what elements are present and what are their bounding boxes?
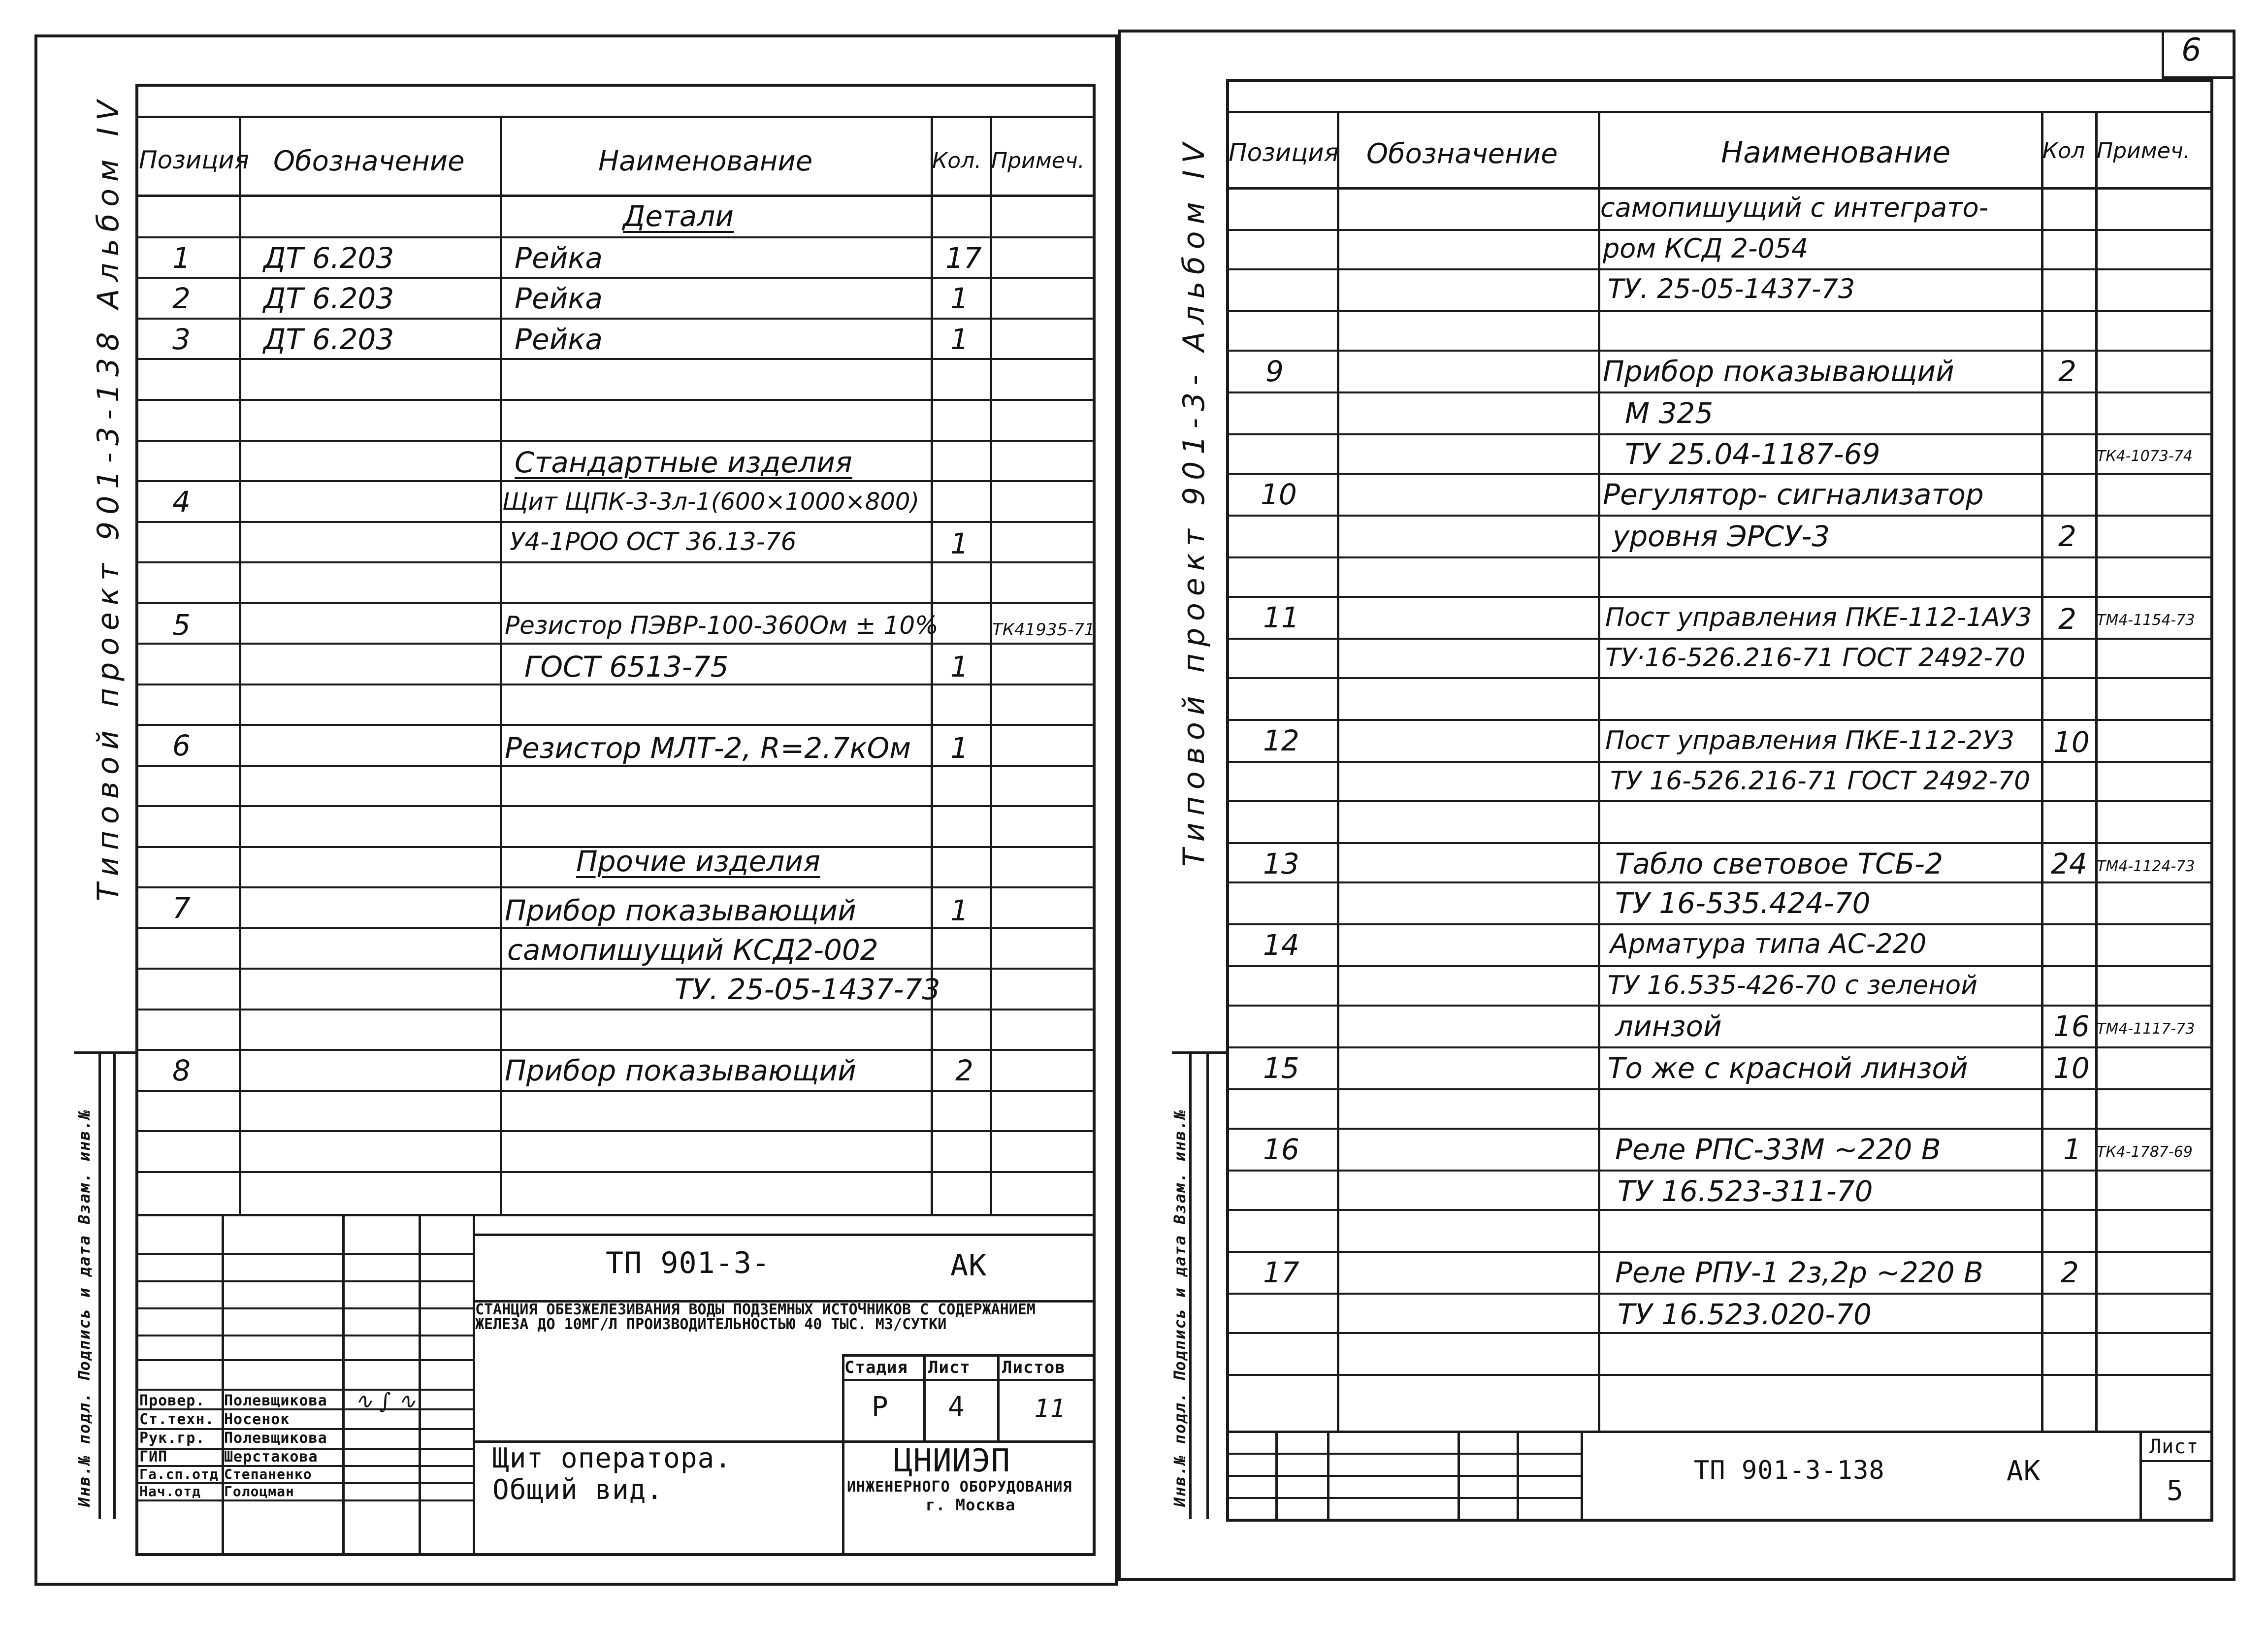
signature-marks: ∿ ∫ ∿ [355,1389,416,1414]
cell-qty: 1 [950,282,969,315]
cell-name: самопишущий КСД2-002 [507,933,878,967]
cell-4: Степаненко [224,1466,312,1482]
cell-name: ГОСТ 6513-75 [524,650,729,684]
project-description: СТАНЦИЯ ОБЕЗЖЕЛЕЗИВАНИЯ ВОДЫ ПОДЗЕМНЫХ ИСТОЧНИКОВ С СОДЕРЖАНИЕМ ЖЕЛЕЗА ДО 10МГ/Л ПРОИЗВОДИТЕЛЬНОСТЬЮ 40 ТЫС. М3/СУТКИ [475,1301,1036,1333]
cell-name: Регулятор- сигнализатор [1603,478,1984,511]
cell-note: ТМ4-1154-73 [2097,612,2195,629]
cell-name: Табло световое ТСБ-2 [1615,847,1944,880]
header-qty: Кол [2042,138,2085,163]
cell-code: ДТ 6.203 [263,241,394,275]
cell-0: Провер. [139,1392,205,1409]
cell-pos: 13 [1263,847,1299,880]
cell-name: уровня ЭРСУ-3 [1613,520,1830,553]
cell-qty: 16 [2053,1010,2090,1043]
header-note: Примеч. [991,148,1085,173]
cell-note: ТМ4-1124-73 [2097,858,2195,875]
cell-name: ТУ. 25-05-1437-73 [1608,273,1855,304]
cell-pos: 6 [172,729,191,762]
cell-stage_h: Стадия [844,1358,908,1377]
left-side-title: Типовой проект 901-3-138 Альбом IV [91,93,126,901]
section-details: Детали [623,199,734,233]
cell-pos: 14 [1263,928,1299,962]
cell-name: Пост управления ПКЕ-112-1АУ3 [1605,603,2032,632]
cell-qty: 10 [2053,725,2090,759]
cell-pos: 8 [172,1054,191,1087]
header-note: Примеч. [2097,138,2190,163]
cell-pos: 11 [1263,601,1299,634]
cell-4: Га.сп.отд [139,1466,219,1482]
cell-3: ГИП [139,1448,168,1466]
header-name: Наименование [1721,135,1951,170]
cell-pos: 10 [1261,478,1297,511]
cell-name: Резистор ПЭВР-100-360Ом ± 10% [505,611,939,640]
cell-name: Рейка [515,282,603,315]
header-code: Обозначение [273,145,465,177]
project-mark-right: АК [2007,1455,2041,1487]
sheet-number: 5 [2167,1475,2184,1507]
cell-pos: 7 [172,891,191,925]
cell-2: Рук.гр. [139,1430,205,1447]
cell-qty: 1 [950,323,969,356]
cell-qty: 10 [2053,1051,2090,1085]
organization: ЦНИИЭП [894,1443,1011,1479]
cell-name: Щит ЩПК-3-3л-1(600×1000×800) [502,488,920,516]
cell-name: М 325 [1625,396,1714,430]
cell-qty: 1 [950,650,969,684]
cell-qty: 1 [950,731,969,765]
header-code: Обозначение [1366,138,1558,170]
cell-3: Шерстакова [224,1448,318,1466]
right-side-title: Типовой проект 901-3- Альбом IV [1177,136,1211,867]
cell-name: ТУ 16.523.020-70 [1618,1298,1872,1331]
cell-org2: ИНЖЕНЕРНОГО ОБОРУДОВАНИЯ [847,1478,1072,1496]
cell-name: Рейка [515,323,603,356]
cell-name: Прибор показывающий [505,894,856,927]
cell-qty: 1 [2063,1133,2081,1166]
cell-pos: 5 [172,608,191,642]
cell-name: Рейка [515,241,603,275]
cell-name: Реле РПУ-1 2з,2р ~220 В [1615,1256,1983,1289]
project-mark: АК [950,1248,987,1283]
cell-name: ТУ 16.523-311-70 [1618,1174,1873,1208]
cell-name: Прибор показывающий [505,1054,856,1087]
cell-1: Носенок [224,1411,290,1428]
cell-5: Голоцман [224,1483,294,1499]
cell-name: самопишущий с интеграто- [1600,192,1989,223]
section-other: Прочие изделия [576,845,820,878]
cell-qty: 2 [2058,355,2076,388]
cell-pos: 3 [172,323,191,356]
header-position: Позиция [139,146,249,174]
cell-note: ТК4-1787-69 [2097,1143,2193,1161]
cell-1: Ст.техн. [139,1411,215,1428]
cell-0: Полевщикова [224,1392,327,1409]
cell-qty: 1 [950,527,969,560]
project-number: ТП 901-3- [606,1246,771,1280]
cell-qty: 2 [2058,520,2076,553]
cell-name: линзой [1615,1010,1722,1043]
cell-pos: 1 [172,241,191,275]
cell-5: Нач.отд [139,1483,201,1499]
cell-name: ТУ 16-535.424-70 [1615,886,1871,920]
cell-note: ТК41935-71 [992,620,1095,640]
cell-qty: 17 [945,241,982,275]
cell-note: ТК4-1073-74 [2097,448,2193,465]
cell-pos: 15 [1263,1051,1299,1085]
cell-pos: 17 [1263,1256,1299,1289]
section-standard: Стандартные изделия [515,446,852,479]
cell-qty: 1 [950,894,969,927]
header-name: Наименование [598,145,813,177]
cell-pos: 12 [1263,724,1299,757]
cell-qty: 24 [2051,847,2087,880]
cell-sheet_h: Лист [928,1358,971,1377]
cell-pos: 9 [1265,355,1284,388]
cell-2: Полевщикова [224,1430,327,1447]
cell-code: ДТ 6.203 [263,323,394,356]
page-number: 6 [2181,32,2202,68]
cell-name: ТУ. 25-05-1437-73 [675,973,940,1006]
header-position: Позиция [1229,138,1339,167]
cell-sheets: 11 [1034,1394,1066,1424]
cell-sheet: 4 [948,1391,965,1423]
cell-name: Резистор МЛТ-2, R=2.7кОм [505,731,911,765]
cell-stage: Р [872,1391,889,1423]
project-number-right: ТП 901-3-138 [1694,1456,1885,1485]
cell-name: Арматура типа АС-220 [1610,928,1927,959]
left-side-strip: Инв.№ подл. Подпись и дата Взам. инв.№ [75,1108,94,1507]
cell-qty: 2 [955,1054,973,1087]
cell-qty: 2 [2061,1256,2079,1289]
cell-sheets_h: Листов [1002,1358,1066,1377]
cell-sheet_h: Лист [2149,1435,2199,1458]
drawing-title: Щит оператора. Общий вид. [492,1442,732,1506]
cell-name: ром КСД 2-054 [1603,233,1809,264]
cell-name: Реле РПС-33М ~220 В [1615,1133,1941,1166]
cell-name: ТУ 16.535-426-70 с зеленой [1608,971,1978,1000]
cell-note: ТМ4-1117-73 [2097,1020,2195,1038]
cell-name: ТУ 25.04-1187-69 [1625,437,1880,471]
cell-pos: 16 [1263,1133,1299,1166]
cell-name: ТУ·16-526.216-71 ГОСТ 2492-70 [1605,643,2026,673]
cell-pos: 2 [172,282,191,315]
cell-name: Прибор показывающий [1603,355,1954,388]
cell-code: ДТ 6.203 [263,282,394,315]
cell-name: У4-1РОО ОСТ 36.13-76 [510,527,797,556]
right-side-strip: Инв.№ подл. Подпись и дата Взам. инв.№ [1170,1108,1189,1507]
cell-city: г. Москва [926,1496,1016,1514]
cell-name: ТУ 16-526.216-71 ГОСТ 2492-70 [1610,766,2031,796]
cell-qty: 2 [2058,602,2076,636]
header-qty: Кол. [932,148,982,173]
cell-name: То же с красной линзой [1608,1051,1968,1085]
cell-name: Пост управления ПКЕ-112-2У3 [1605,726,2014,755]
cell-pos: 4 [172,485,191,519]
